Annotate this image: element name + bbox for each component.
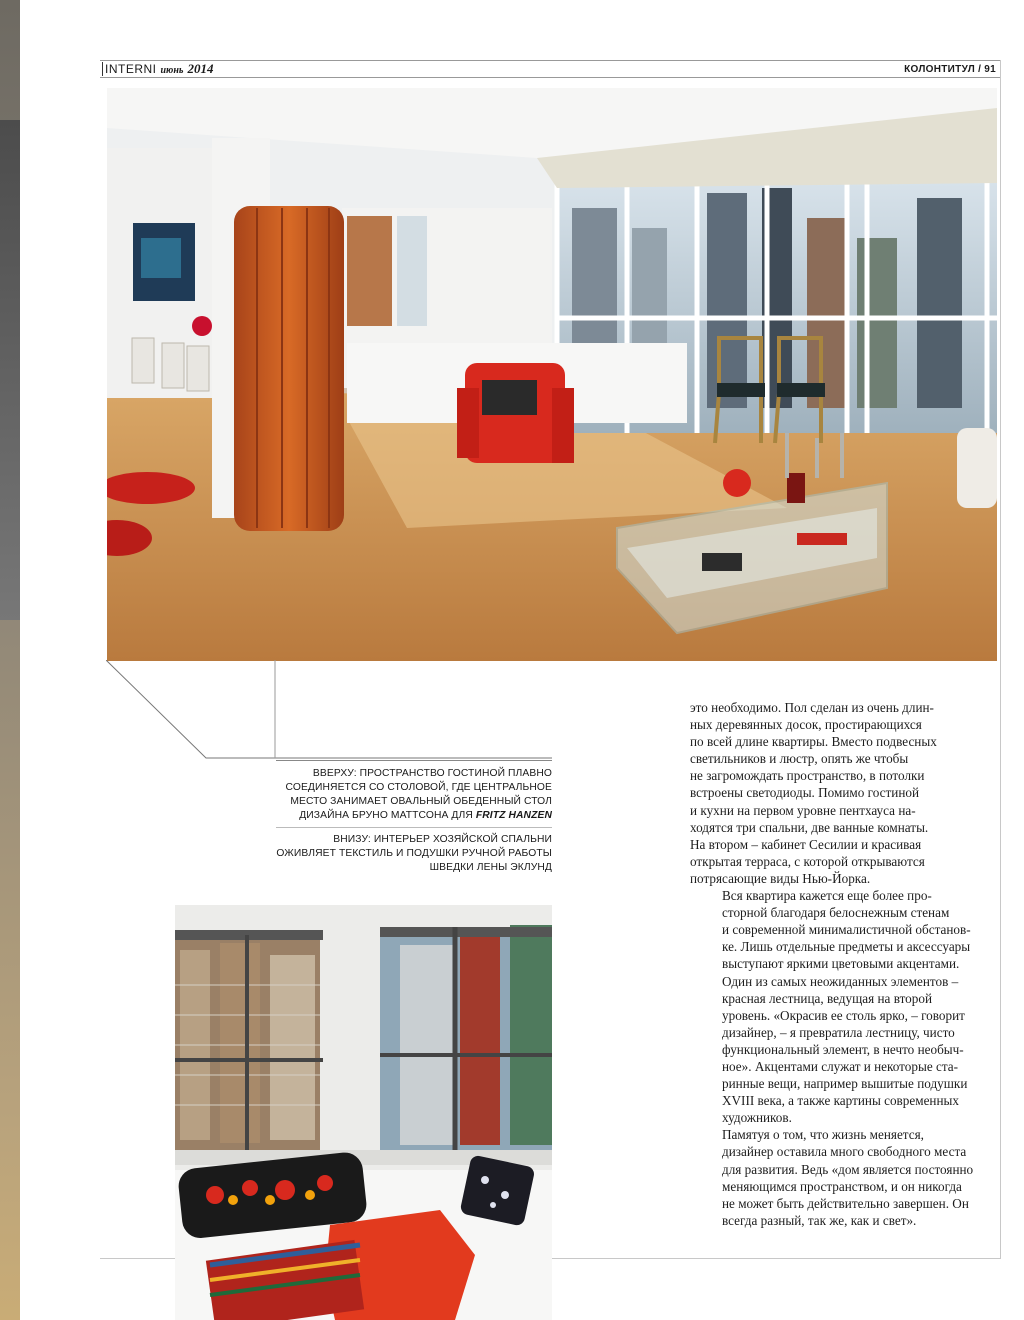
header-left — [100, 61, 213, 77]
article-line: меняющимся пространством, и он никогда — [722, 1178, 962, 1194]
article-line: уровень. «Окрасив ее столь ярко, – говорит — [722, 1007, 965, 1023]
article-body — [690, 699, 972, 1229]
article-line: дизайнер оставила много свободного места — [722, 1144, 967, 1160]
paragraph-2 — [690, 887, 972, 1126]
article-line: не загромождать пространство, в потолки — [690, 768, 925, 784]
caption-bottom-label: ВНИЗУ: — [333, 834, 371, 845]
adjacent-page-image — [0, 120, 20, 620]
article-line: ринные вещи, например вышитые подушки — [722, 1076, 968, 1092]
article-line: Памятуя о том, что жизнь меняется, — [722, 1127, 924, 1143]
adjacent-page-edge — [0, 0, 20, 1320]
caption-top — [276, 760, 552, 828]
article-line: всегда разный, так же, как и свет». — [722, 1212, 917, 1228]
article-line: ходятся три спальни, две ванные комнаты. — [690, 819, 929, 835]
caption-top-brand: FRITZ HANZEN — [475, 810, 552, 821]
article-line: встроены светодиоды. Помимо гостиной — [690, 785, 920, 801]
article-line: для развития. Ведь «дом является постоянно — [722, 1161, 974, 1177]
article-line: На втором – кабинет Сесилии и красивая — [690, 836, 922, 852]
caption-bottom — [276, 828, 552, 875]
article-line: Один из самых неожиданных элементов – — [722, 973, 959, 989]
running-header — [100, 60, 1000, 78]
article-line: ке. Лишь отдельные предметы и аксессуары — [722, 939, 971, 955]
article-line: потрясающие виды Нью-Йорка. — [690, 870, 871, 886]
article-line: художников. — [722, 1110, 792, 1126]
article-line: светильников и люстр, опять же чтобы — [690, 751, 909, 767]
article-line: и современной минималистичной обстанов- — [722, 922, 971, 938]
magazine-brand: INTERNI — [102, 62, 157, 76]
section-page-number: КОЛОНТИТУЛ / 91 — [904, 63, 996, 75]
article-line: XVIII века, а также картины современных — [722, 1093, 960, 1109]
issue-month: июнь — [160, 65, 184, 76]
article-line: по всей длине квартиры. Вместо подвесных — [690, 734, 937, 750]
article-line: выступают яркими цветовыми акцентами. — [722, 956, 960, 972]
bedroom-photo — [175, 905, 552, 1320]
paragraph-3 — [690, 1126, 972, 1229]
article-line: это необходимо. Пол сделан из очень длин- — [690, 700, 934, 715]
article-line: сторной благодаря белоснежным стенам — [722, 905, 950, 921]
article-line: не может быть действительно завершен. Он — [722, 1195, 969, 1211]
caption-top-text: ПРОСТРАНСТВО ГОСТИНОЙ ПЛАВНО СОЕДИНЯЕТСЯ СО СТОЛОВОЙ, ГДЕ ЦЕНТРАЛЬНОЕ МЕСТО ЗАНИМАЕТ ОВАЛЬНЫЙ ОБЕДЕННЫЙ СТОЛ ДИЗАЙНА БРУНО МАТТСОНА ДЛЯ — [285, 768, 552, 821]
caption-bottom-text: ИНТЕРЬЕР ХОЗЯЙСКОЙ СПАЛЬНИ ОЖИВЛЯЕТ ТЕКСТИЛЬ И ПОДУШКИ РУЧНОЙ РАБОТЫ ШВЕДКИ ЛЕНЫ ЭКЛУНД — [276, 834, 552, 873]
article-line: открытая терраса, с которой открываются — [690, 853, 925, 869]
article-line: ных деревянных досок, простирающихся — [690, 717, 922, 733]
issue-year: 2014 — [187, 61, 214, 76]
photo-captions — [276, 760, 552, 875]
article-line: Вся квартира кажется еще более про- — [722, 888, 932, 904]
article-line: ное». Акцентами служат и некоторые ста- — [722, 1058, 958, 1074]
article-line: и кухни на первом уровне пентхауса на- — [690, 802, 916, 818]
article-line: дизайнер, – я превратила лестницу, чисто — [722, 1024, 955, 1040]
article-line: красная лестница, ведущая на второй — [722, 990, 933, 1006]
living-room-photo — [107, 88, 997, 661]
paragraph-1 — [690, 699, 972, 887]
article-line: функциональный элемент, в нечто необыч- — [722, 1041, 964, 1057]
caption-top-label: ВВЕРХУ: — [312, 768, 357, 779]
caption-pointer-lines — [106, 660, 566, 762]
